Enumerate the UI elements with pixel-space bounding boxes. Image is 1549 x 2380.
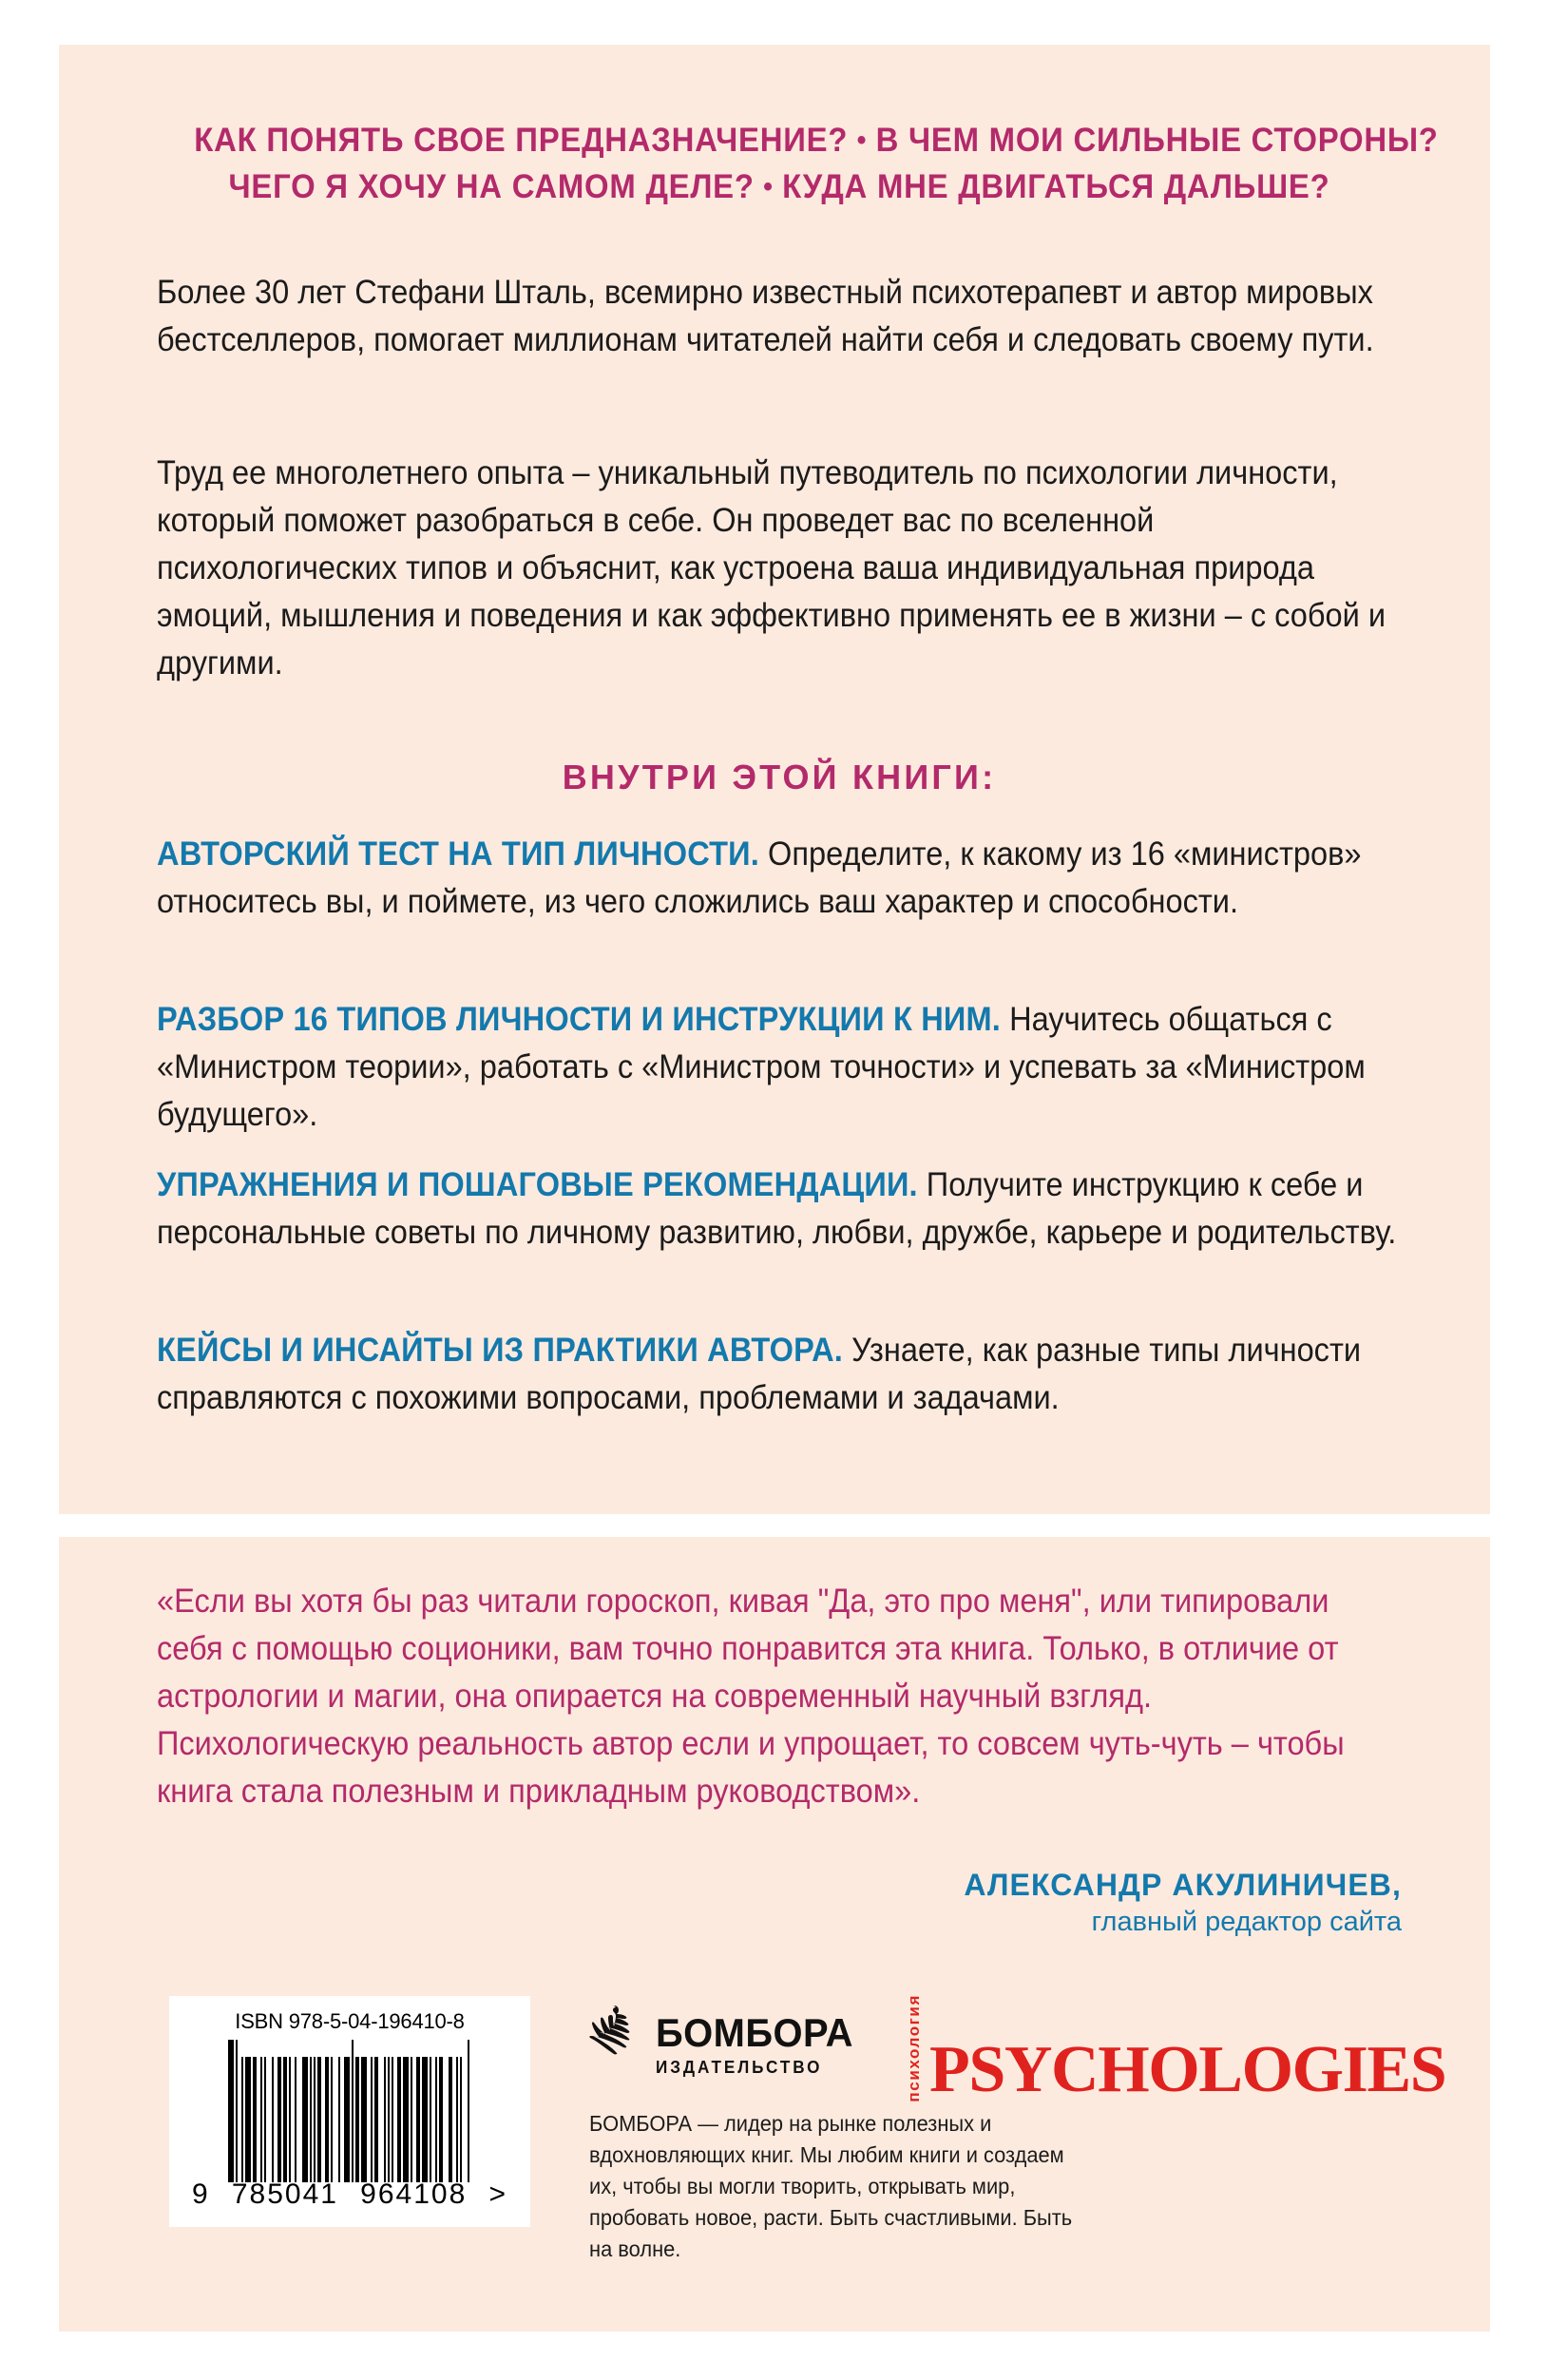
bombora-name: БОМБОРА — [656, 2010, 853, 2055]
attribution-block — [157, 1869, 1402, 1937]
feature-3-rest: Получите инструкцию к себе и персональные советы по личному развитию, любви, дружбе, карьере и родительству. — [157, 1166, 1397, 1251]
barcode-digit-group-1: 785041 — [231, 2178, 338, 2210]
barcode-digit-group-2: 964108 — [360, 2178, 468, 2210]
feature-1-rest: Определите, к какому из 16 «министров» относитесь вы, и поймете, из чего сложились ваш характер и способности. — [157, 835, 1362, 920]
header-questions — [157, 122, 1439, 205]
review-quote: «Если вы хотя бы раз читали гороскоп, кивая "Да, это про меня", или типировали себя с помощью соционики, вам точно понравится эта книга. Только, в отличие от астрологии и магии, она опирается на современный научный взгляд. Психологическую реальность автор если и упрощает, то совсем чуть-чуть – чтобы книга стала полезным и прикладным руководством». — [157, 1583, 1345, 1810]
inside-title-wrap — [157, 760, 1402, 795]
header-line-1 — [194, 122, 1439, 159]
review-attribution — [157, 1869, 1402, 1937]
feature-3-lead: УПРАЖНЕНИЯ И ПОШАГОВЫЕ РЕКОМЕНДАЦИИ. — [157, 1166, 918, 1203]
reviewer-role: главный редактор сайта — [1091, 1906, 1402, 1937]
bombora-logo — [589, 2004, 874, 2078]
psychologies-logo — [905, 1987, 1446, 2107]
barcode-digit-right: > — [488, 2178, 507, 2210]
header-q2: В ЧЕМ МОИ СИЛЬНЫЕ СТОРОНЫ? — [875, 122, 1439, 159]
bombora-subtitle: ИЗДАТЕЛЬСТВО — [656, 2058, 823, 2077]
header-q1: КАК ПОНЯТЬ СВОЕ ПРЕДНАЗНАЧЕНИЕ? — [194, 122, 849, 159]
feature-item-1 — [157, 831, 1401, 926]
bombora-wave-icon — [589, 2004, 644, 2074]
intro-paragraph-1: Более 30 лет Стефани Шталь, всемирно известный психотерапевт и автор мировых бестселлеров, помогает миллионам читателей найти себя и следовать своему пути. — [157, 274, 1374, 358]
feature-item-4-wrap — [157, 1327, 1402, 1422]
barcode-digits — [188, 2178, 511, 2211]
feature-item-2 — [157, 996, 1401, 1139]
barcode-bars — [188, 2040, 511, 2182]
psychologies-vertical-label: психология — [905, 1994, 923, 2102]
feature-item-1-wrap — [157, 831, 1402, 926]
feature-4-lead: КЕЙСЫ И ИНСАЙТЫ ИЗ ПРАКТИКИ АВТОРА. — [157, 1332, 844, 1369]
intro-paragraph-1-wrap — [157, 269, 1402, 364]
feature-1-lead: АВТОРСКИЙ ТЕСТ НА ТИП ЛИЧНОСТИ. — [157, 835, 759, 873]
intro-paragraph-2-wrap — [157, 450, 1402, 687]
isbn-barcode — [169, 1996, 530, 2227]
header-bullet-1: • — [856, 125, 868, 156]
header-line-2 — [194, 170, 1364, 203]
feature-4-rest: Узнаете, как разные типы личности справляются с похожими вопросами, проблемами и задачами. — [157, 1332, 1362, 1416]
feature-2-lead: РАЗБОР 16 ТИПОВ ЛИЧНОСТИ И ИНСТРУКЦИИ К НИМ. — [157, 1001, 1002, 1038]
publisher-blurb: БОМБОРА — лидер на рынке полезных и вдохновляющих книг. Мы любим книги и создаем их, чтобы вы могли творить, открывать мир, пробовать новое, расти. Быть счастливыми. Быть на волне. — [589, 2111, 1073, 2261]
feature-item-3 — [157, 1161, 1401, 1257]
header-q4: КУДА МНЕ ДВИГАТЬСЯ ДАЛЬШЕ? — [782, 168, 1330, 205]
isbn-label: ISBN 978-5-04-196410-8 — [235, 2009, 465, 2033]
reviewer-name: АЛЕКСАНДР АКУЛИНИЧЕВ, — [964, 1868, 1402, 1902]
inside-this-book-title: ВНУТРИ ЭТОЙ КНИГИ: — [562, 758, 997, 797]
feature-item-2-wrap — [157, 996, 1402, 1139]
intro-paragraph-2: Труд ее многолетнего опыта – уникальный путеводитель по психологии личности, который поможет разобраться в себе. Он проведет вас по вселенной психологических типов и объяснит, как устроена ваша индивидуальная природа эмоций, мышления и поведения и как эффективно применять ее в жизни – с собой и другими. — [157, 454, 1386, 681]
header-bullet-2: • — [763, 171, 774, 202]
review-quote-wrap — [157, 1578, 1402, 1815]
barcode-digit-left: 9 — [192, 2178, 210, 2210]
feature-item-3-wrap — [157, 1161, 1402, 1257]
header-q3: ЧЕГО Я ХОЧУ НА САМОМ ДЕЛЕ? — [228, 168, 755, 205]
psychologies-wordmark: PSYCHOLOGIES — [929, 2033, 1446, 2107]
feature-item-4 — [157, 1327, 1401, 1422]
feature-2-rest: Научитесь общаться с «Министром теории», работать с «Министром точности» и успевать за «Министром будущего». — [157, 1001, 1366, 1133]
